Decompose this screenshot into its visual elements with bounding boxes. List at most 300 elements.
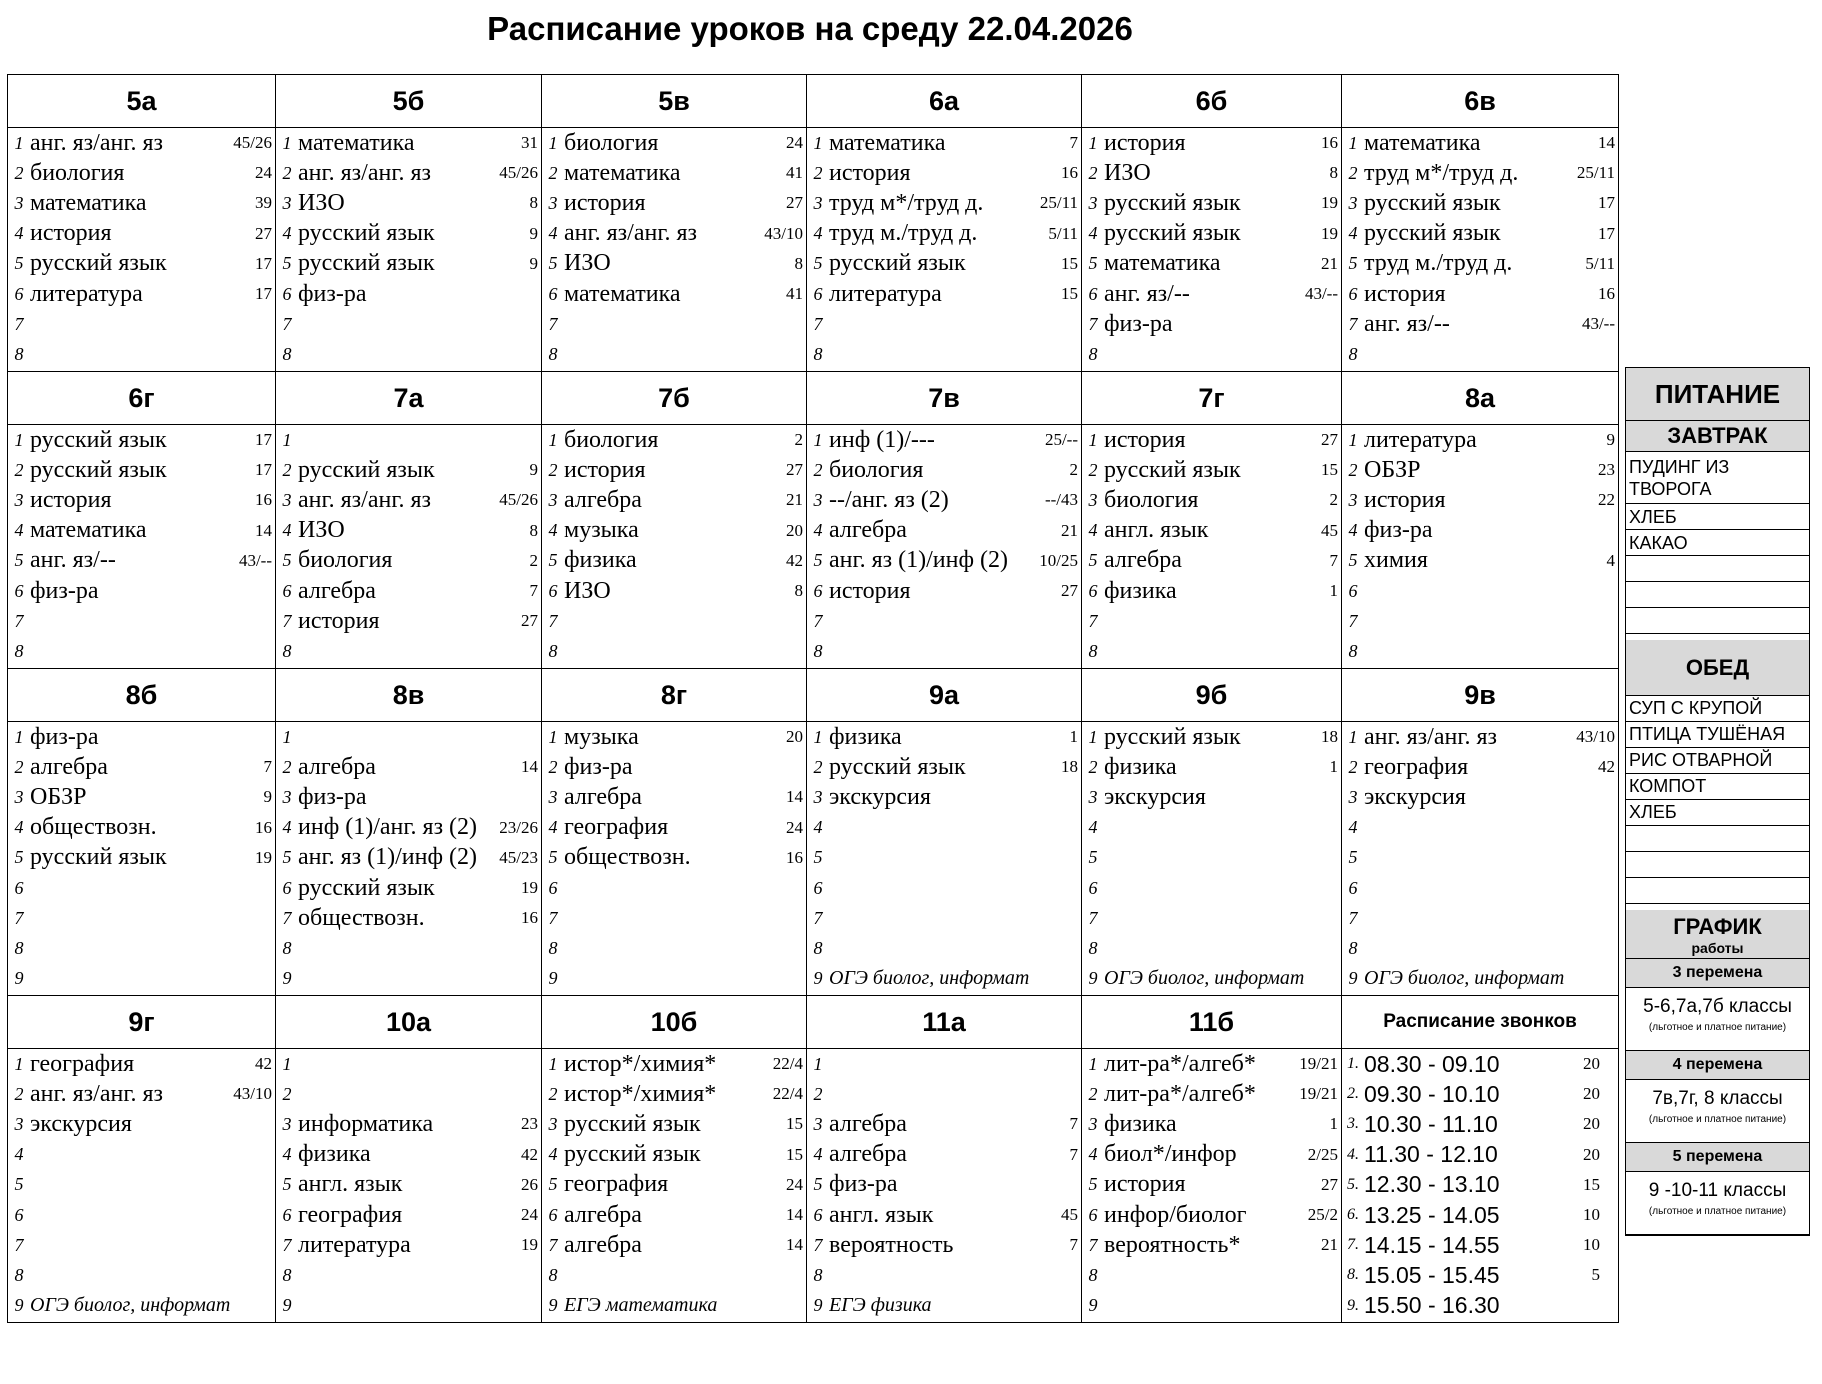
lesson-row	[1342, 485, 1618, 515]
lesson-row	[1342, 964, 1618, 994]
lesson-subject: история	[298, 607, 380, 634]
lesson-row	[542, 903, 806, 933]
lesson-row	[8, 1260, 275, 1290]
lesson-row	[276, 1260, 541, 1290]
lesson-row	[1082, 782, 1341, 812]
lesson-number: 4	[14, 817, 24, 838]
lesson-row	[276, 249, 541, 279]
breakfast-title: ЗАВТРАК	[1626, 421, 1809, 452]
lesson-subject: физ-ра	[1104, 310, 1173, 337]
lesson-subject: ОГЭ биолог, информат	[829, 967, 1030, 990]
bell-number: 8.	[1347, 1266, 1359, 1284]
breakfast-item	[1626, 556, 1809, 582]
lesson-subject: история	[30, 220, 112, 247]
lesson-row	[807, 843, 1081, 873]
lesson-room: 8	[529, 193, 538, 213]
lesson-row	[276, 722, 541, 752]
lesson-number: 9	[14, 968, 24, 989]
lesson-row	[1342, 339, 1618, 369]
lesson-number: 9	[14, 1295, 24, 1316]
lesson-number: 8	[548, 937, 558, 958]
bell-schedule	[1342, 996, 1619, 1323]
class-cell-8в	[276, 669, 542, 996]
lesson-number: 3	[14, 1113, 24, 1134]
lesson-room: 24	[786, 817, 803, 837]
lesson-number: 5	[813, 253, 823, 274]
class-cell-5а	[8, 75, 276, 372]
lesson-room: 27	[255, 223, 272, 243]
lesson-room: 17	[255, 460, 272, 480]
lesson-subject: физ-ра	[30, 577, 99, 604]
lesson-number: 1	[813, 132, 823, 153]
lesson-subject: биол*/инфор	[1104, 1141, 1237, 1168]
lesson-subject: русский язык	[298, 456, 435, 483]
lesson-row	[276, 843, 541, 873]
class-cell-7а	[276, 372, 542, 669]
lesson-number: 3	[282, 489, 292, 510]
lesson-number: 4	[14, 1144, 24, 1165]
lesson-number: 3	[813, 489, 823, 510]
lesson-room: 25/11	[1039, 193, 1078, 213]
lesson-subject: история	[564, 189, 646, 216]
lesson-subject: русский язык	[298, 220, 435, 247]
lesson-number: 4	[1348, 817, 1358, 838]
lesson-subject: труд м*/труд д.	[1364, 159, 1519, 186]
lesson-subject: анг. яз/анг. яз	[30, 129, 163, 156]
lesson-row	[1342, 752, 1618, 782]
lesson-number: 2	[282, 756, 292, 777]
bell-row	[1342, 1260, 1618, 1290]
lesson-row	[1082, 933, 1341, 963]
lesson-row	[8, 425, 275, 455]
lesson-row	[807, 1230, 1081, 1260]
lesson-room: 19	[521, 1235, 538, 1255]
lesson-subject: анг. яз/анг. яз	[1364, 723, 1497, 750]
lesson-number: 6	[1088, 1204, 1098, 1225]
lesson-number: 1	[282, 429, 292, 450]
lesson-room: 27	[1321, 1174, 1338, 1194]
lunch-item	[1626, 852, 1809, 878]
lesson-number: 1	[1088, 429, 1098, 450]
lesson-subject: география	[30, 1050, 135, 1077]
bell-row	[1342, 1140, 1618, 1170]
lesson-row	[542, 249, 806, 279]
lesson-room: 16	[786, 847, 803, 867]
lesson-subject: вероятность	[829, 1231, 954, 1258]
lesson-room: 19/21	[1299, 1054, 1338, 1074]
lesson-number: 3	[1348, 786, 1358, 807]
lesson-number: 5	[548, 253, 558, 274]
lesson-row	[1342, 425, 1618, 455]
lesson-row	[807, 964, 1081, 994]
lesson-number: 8	[282, 1264, 292, 1285]
lesson-room: 19	[255, 847, 272, 867]
lesson-number: 7	[1088, 610, 1098, 631]
break-classes: 5-6,7а,7б классы	[1643, 996, 1792, 1017]
lesson-subject: история	[1364, 280, 1446, 307]
lesson-number: 5	[14, 1174, 24, 1195]
lesson-number: 5	[1088, 550, 1098, 571]
breakfast-item	[1626, 608, 1809, 634]
lesson-row	[542, 158, 806, 188]
lesson-row	[1342, 576, 1618, 606]
lesson-row	[1082, 1200, 1341, 1230]
lesson-subject: русский язык	[1364, 189, 1501, 216]
lesson-number: 9	[282, 1295, 292, 1316]
lesson-row	[542, 752, 806, 782]
lesson-number: 6	[548, 580, 558, 601]
class-cell-10а	[276, 996, 542, 1323]
lesson-room: 17	[1598, 193, 1615, 213]
schedule-header	[1626, 904, 1809, 959]
lesson-subject: физ-ра	[298, 280, 367, 307]
lesson-number: 4	[14, 520, 24, 541]
lesson-number: 6	[548, 283, 558, 304]
lesson-number: 6	[1088, 580, 1098, 601]
lesson-row	[542, 1291, 806, 1321]
lesson-number: 2	[1348, 459, 1358, 480]
lesson-row	[1082, 1230, 1341, 1260]
lesson-room: 17	[255, 253, 272, 273]
lesson-row	[1082, 339, 1341, 369]
lesson-number: 3	[813, 786, 823, 807]
lesson-subject: история	[1364, 486, 1446, 513]
lesson-number: 1	[548, 429, 558, 450]
lesson-number: 2	[548, 162, 558, 183]
lesson-row	[1082, 636, 1341, 666]
lesson-subject: экскурсия	[829, 783, 931, 810]
lesson-room: 43/10	[764, 223, 803, 243]
lesson-subject: ИЗО	[564, 577, 611, 604]
lesson-number: 6	[1348, 283, 1358, 304]
lesson-number: 7	[813, 313, 823, 334]
lesson-number: 4	[548, 223, 558, 244]
class-name: 5в	[542, 75, 806, 128]
lesson-number: 6	[813, 580, 823, 601]
lesson-number: 3	[813, 192, 823, 213]
lesson-number: 3	[813, 1113, 823, 1134]
lesson-subject: информатика	[298, 1110, 434, 1137]
lesson-subject: ОБЗР	[30, 783, 87, 810]
lesson-room: 43/10	[1576, 727, 1615, 747]
lesson-number: 2	[548, 756, 558, 777]
lesson-row	[1082, 485, 1341, 515]
lesson-subject: алгебра	[1104, 547, 1182, 574]
lesson-row	[807, 249, 1081, 279]
lesson-row	[1342, 933, 1618, 963]
lesson-subject: русский язык	[30, 426, 167, 453]
lesson-subject: алгебра	[564, 783, 642, 810]
lesson-subject: алгебра	[829, 517, 907, 544]
lesson-number: 8	[282, 937, 292, 958]
lesson-row	[1342, 279, 1618, 309]
lesson-row	[8, 782, 275, 812]
lesson-number: 3	[1088, 192, 1098, 213]
lesson-row	[542, 1079, 806, 1109]
bell-schedule-title: Расписание звонков	[1342, 996, 1618, 1049]
bell-row	[1342, 1200, 1618, 1230]
lesson-number: 9	[813, 1295, 823, 1316]
lesson-number: 1	[1348, 429, 1358, 450]
lesson-number: 1	[1088, 1053, 1098, 1074]
lesson-number: 2	[14, 1083, 24, 1104]
lesson-row	[807, 516, 1081, 546]
lesson-row	[276, 516, 541, 546]
bell-row	[1342, 1291, 1618, 1321]
lesson-row	[8, 576, 275, 606]
lesson-number: 8	[282, 343, 292, 364]
lesson-number: 9	[1088, 968, 1098, 989]
lesson-number: 1	[1348, 132, 1358, 153]
break-classes-box	[1626, 988, 1809, 1051]
lesson-row	[1082, 219, 1341, 249]
lesson-number: 5	[1348, 550, 1358, 571]
lesson-number: 2	[282, 459, 292, 480]
lesson-row	[1082, 752, 1341, 782]
lesson-subject: инфор/биолог	[1104, 1201, 1247, 1228]
break-minutes: 20	[1583, 1084, 1600, 1104]
lesson-row	[542, 1140, 806, 1170]
lesson-room: 20	[786, 520, 803, 540]
lesson-room: 42	[1598, 757, 1615, 777]
lesson-room: 45/26	[499, 163, 538, 183]
lesson-number: 5	[14, 550, 24, 571]
lesson-number: 6	[1088, 877, 1098, 898]
lesson-subject: музыка	[564, 517, 639, 544]
lesson-number: 6	[548, 877, 558, 898]
lesson-number: 2	[14, 756, 24, 777]
schedule-title: ГРАФИК	[1673, 914, 1762, 939]
lesson-row	[276, 1200, 541, 1230]
class-cell-9г	[8, 996, 276, 1323]
lesson-row	[8, 546, 275, 576]
lesson-room: 21	[1061, 520, 1078, 540]
lesson-row	[807, 1200, 1081, 1230]
bell-number: 5.	[1347, 1175, 1359, 1193]
lesson-row	[276, 903, 541, 933]
lesson-subject: физ-ра	[829, 1171, 898, 1198]
lesson-subject: математика	[564, 280, 681, 307]
lesson-row	[1342, 516, 1618, 546]
lesson-subject: алгебра	[829, 1141, 907, 1168]
lesson-number: 5	[14, 847, 24, 868]
lesson-row	[8, 309, 275, 339]
bell-number: 4.	[1347, 1145, 1359, 1163]
lesson-number: 2	[1348, 756, 1358, 777]
lesson-subject: биология	[564, 426, 659, 453]
lesson-room: 1	[1329, 757, 1338, 777]
lesson-row	[1342, 249, 1618, 279]
lesson-row	[542, 485, 806, 515]
lesson-subject: ОГЭ биолог, информат	[30, 1294, 231, 1317]
lesson-number: 4	[548, 520, 558, 541]
lesson-subject: математика	[30, 517, 147, 544]
lesson-room: 14	[786, 787, 803, 807]
lesson-number: 6	[14, 580, 24, 601]
lesson-room: 45/26	[499, 490, 538, 510]
lesson-subject: биология	[829, 456, 924, 483]
lesson-row	[542, 964, 806, 994]
lesson-room: 43/--	[238, 550, 272, 570]
class-name: 8г	[542, 669, 806, 722]
lesson-number: 4	[1088, 1144, 1098, 1165]
lesson-row	[8, 339, 275, 369]
lesson-number: 3	[1088, 489, 1098, 510]
lesson-row	[807, 1109, 1081, 1139]
lesson-number: 9	[548, 968, 558, 989]
lesson-room: 41	[786, 284, 803, 304]
lesson-number: 7	[1088, 907, 1098, 928]
lesson-subject: инф (1)/---	[829, 426, 935, 453]
lesson-row	[8, 1291, 275, 1321]
lesson-number: 4	[813, 1144, 823, 1165]
lesson-number: 2	[14, 162, 24, 183]
class-name: 10а	[276, 996, 541, 1049]
lesson-number: 7	[14, 1234, 24, 1255]
lesson-room: 39	[255, 193, 272, 213]
lesson-row	[1082, 1049, 1341, 1079]
lesson-row	[8, 843, 275, 873]
lesson-subject: химия	[1364, 547, 1428, 574]
food-title: ПИТАНИЕ	[1626, 368, 1809, 421]
class-cell-7в	[807, 372, 1082, 669]
lesson-room: 21	[786, 490, 803, 510]
lesson-subject: экскурсия	[1364, 783, 1466, 810]
lesson-row	[542, 1170, 806, 1200]
lesson-row	[807, 546, 1081, 576]
lesson-subject: анг. яз (1)/инф (2)	[298, 844, 478, 871]
lesson-number: 5	[1348, 847, 1358, 868]
lesson-row	[8, 1049, 275, 1079]
lesson-row	[1342, 158, 1618, 188]
lesson-room: 16	[1321, 133, 1338, 153]
lesson-row	[807, 425, 1081, 455]
lesson-number: 8	[813, 640, 823, 661]
lesson-row	[542, 873, 806, 903]
lesson-room: 5/11	[1048, 223, 1078, 243]
lesson-subject: математика	[1364, 129, 1481, 156]
break-classes-box	[1626, 1080, 1809, 1143]
lesson-row	[1342, 309, 1618, 339]
bell-number: 7.	[1347, 1236, 1359, 1254]
lesson-subject: физика	[1104, 577, 1177, 604]
class-cell-11б	[1082, 996, 1342, 1323]
lesson-number: 6	[14, 1204, 24, 1225]
lesson-number: 7	[14, 907, 24, 928]
lesson-subject: математика	[829, 129, 946, 156]
lesson-row	[276, 606, 541, 636]
lesson-subject: алгебра	[298, 577, 376, 604]
class-cell-6а	[807, 75, 1082, 372]
lesson-number: 2	[1088, 459, 1098, 480]
lesson-row	[1082, 1291, 1341, 1321]
lesson-room: 14	[1598, 133, 1615, 153]
lesson-row	[276, 782, 541, 812]
lesson-row	[542, 606, 806, 636]
lesson-number: 5	[813, 847, 823, 868]
lesson-subject: русский язык	[298, 250, 435, 277]
lesson-subject: анг. яз/анг. яз	[298, 159, 431, 186]
lunch-item: РИС ОТВАРНОЙ	[1626, 748, 1809, 774]
class-name: 9б	[1082, 669, 1341, 722]
lesson-room: 43/10	[233, 1084, 272, 1104]
lesson-number: 3	[548, 786, 558, 807]
lesson-number: 4	[813, 223, 823, 244]
lesson-room: 27	[521, 611, 538, 631]
lesson-row	[1082, 188, 1341, 218]
lesson-row	[1082, 309, 1341, 339]
class-name: 9а	[807, 669, 1081, 722]
lesson-number: 8	[14, 1264, 24, 1285]
lesson-room: 26	[521, 1174, 538, 1194]
lesson-subject: физ-ра	[564, 753, 633, 780]
lesson-subject: англ. язык	[298, 1171, 403, 1198]
lunch-item: ХЛЕБ	[1626, 800, 1809, 826]
lesson-room: 17	[1598, 223, 1615, 243]
lesson-subject: русский язык	[298, 874, 435, 901]
lesson-row	[276, 1109, 541, 1139]
class-name: 7г	[1082, 372, 1341, 425]
break-minutes: 20	[1583, 1144, 1600, 1164]
lesson-row	[8, 606, 275, 636]
lesson-row	[8, 964, 275, 994]
lesson-row	[542, 128, 806, 158]
lesson-room: 15	[1061, 253, 1078, 273]
lesson-room: 25/--	[1044, 430, 1078, 450]
lesson-number: 6	[548, 1204, 558, 1225]
lesson-number: 1	[14, 429, 24, 450]
lesson-row	[276, 279, 541, 309]
lesson-subject: ИЗО	[1104, 159, 1151, 186]
lesson-row	[8, 1079, 275, 1109]
lesson-room: 22/4	[772, 1084, 803, 1104]
lesson-room: 17	[255, 430, 272, 450]
lesson-subject: биология	[298, 547, 393, 574]
lesson-row	[807, 636, 1081, 666]
lesson-row	[1342, 873, 1618, 903]
lesson-row	[542, 219, 806, 249]
break-minutes: 20	[1583, 1114, 1600, 1134]
lesson-number: 4	[1088, 520, 1098, 541]
class-name: 6а	[807, 75, 1081, 128]
lesson-row	[542, 722, 806, 752]
class-name: 8б	[8, 669, 275, 722]
lesson-number: 5	[282, 253, 292, 274]
lesson-number: 3	[548, 489, 558, 510]
lesson-subject: алгебра	[298, 753, 376, 780]
lesson-row	[542, 425, 806, 455]
lesson-row	[807, 128, 1081, 158]
lesson-row	[1342, 843, 1618, 873]
lesson-room: 2	[794, 430, 803, 450]
lesson-subject: история	[1104, 1171, 1186, 1198]
lesson-room: 42	[521, 1144, 538, 1164]
lesson-number: 6	[282, 1204, 292, 1225]
class-cell-9в	[1342, 669, 1619, 996]
lesson-number: 7	[14, 313, 24, 334]
lesson-row	[1082, 1109, 1341, 1139]
lesson-subject: музыка	[564, 723, 639, 750]
lesson-subject: анг. яз/анг. яз	[30, 1080, 163, 1107]
break-minutes: 15	[1583, 1174, 1600, 1194]
lesson-row	[1342, 546, 1618, 576]
lesson-row	[8, 752, 275, 782]
lesson-subject: инф (1)/анг. яз (2)	[298, 814, 478, 841]
lesson-row	[276, 1140, 541, 1170]
lesson-number: 1	[548, 726, 558, 747]
lesson-subject: русский язык	[564, 1141, 701, 1168]
lesson-row	[807, 1049, 1081, 1079]
